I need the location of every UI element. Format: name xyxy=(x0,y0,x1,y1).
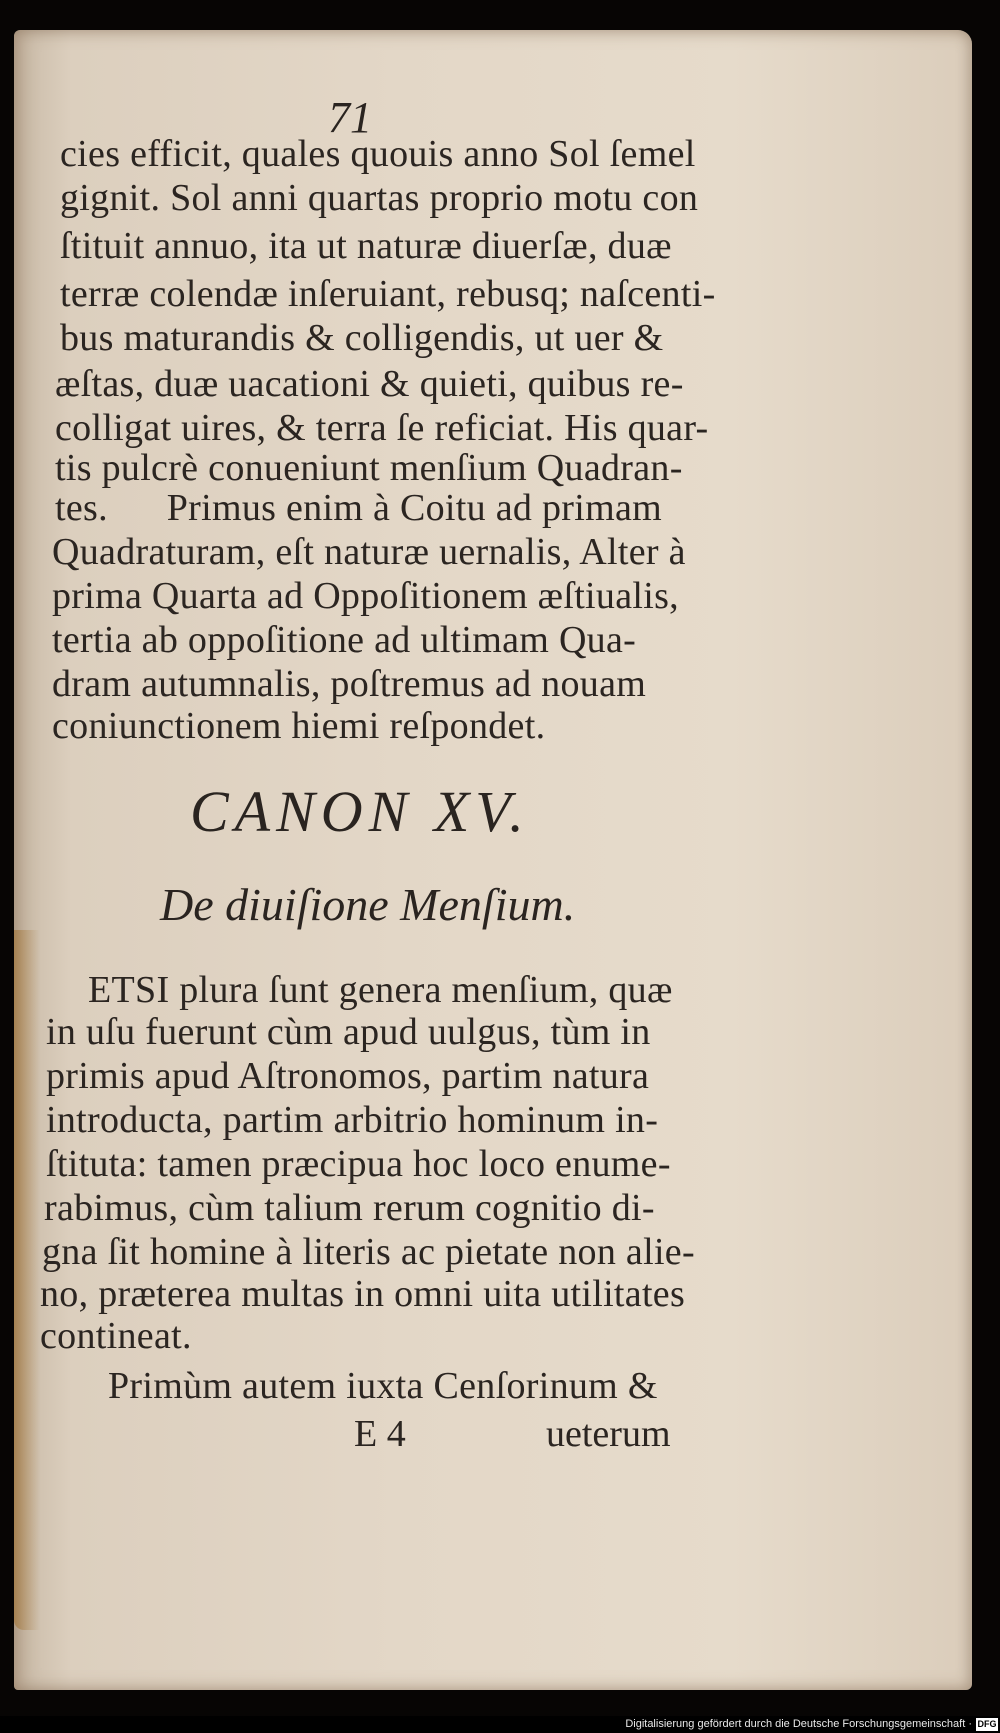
page-edge-stain xyxy=(14,930,40,1630)
text-line: ETSI plura ſunt genera menſium, quæ xyxy=(88,969,673,1011)
text-line: coniunctionem hiemi reſpondet. xyxy=(52,705,546,747)
footer-bar xyxy=(0,1716,1000,1733)
text-line: Primùm autem iuxta Cenſorinum & xyxy=(108,1365,658,1407)
text-line: tertia ab oppoſitione ad ultimam Qua- xyxy=(52,619,637,661)
signature-mark: E 4 xyxy=(354,1413,406,1455)
text-line: no, præterea multas in omni uita utilitates xyxy=(40,1273,686,1315)
text-line: Quadraturam, eſt naturæ uernalis, Alter à xyxy=(52,531,686,573)
text-line: gignit. Sol anni quartas proprio motu con xyxy=(60,177,699,219)
text-line: colligat uires, & terra ſe reficiat. His quar- xyxy=(55,407,709,449)
text-line: æſtas, duæ uacationi & quieti, quibus re- xyxy=(55,363,684,405)
text-line: dram autumnalis, poſtremus ad nouam xyxy=(52,663,647,705)
text-line: ſtituit annuo, ita ut naturæ diuerſæ, duæ xyxy=(60,225,672,267)
dfg-logo-icon: DFG xyxy=(977,1719,997,1729)
text-line: in uſu fuerunt cùm apud uulgus, tùm in xyxy=(46,1011,651,1053)
text-line: gna ſit homine à literis ac pietate non alie- xyxy=(42,1231,695,1273)
footer-credit: Digitalisierung gefördert durch die Deutsche Forschungsgemeinschaft · xyxy=(625,1718,972,1730)
text-line: introducta, partim arbitrio hominum in- xyxy=(46,1099,659,1141)
text-line: prima Quarta ad Oppoſitionem æſtiualis, xyxy=(52,575,679,617)
catchword: ueterum xyxy=(546,1413,671,1455)
text-line: ſtituta: tamen præcipua hoc loco enume- xyxy=(46,1143,671,1185)
text-line: primis apud Aſtronomos, partim natura xyxy=(46,1055,650,1097)
section-subheading: De diuiſione Menſium. xyxy=(160,879,576,930)
text-line: terræ colendæ inſeruiant, rebusq; naſcenti- xyxy=(60,273,716,315)
section-heading: CANON XV. xyxy=(190,779,530,844)
text-line: bus maturandis & colligendis, ut uer & xyxy=(60,317,664,359)
text-line: tes. Primus enim à Coitu ad primam xyxy=(55,487,662,529)
text-line: cies efficit, quales quouis anno Sol ſemel xyxy=(60,133,696,175)
text-line: contineat. xyxy=(40,1315,192,1357)
text-line: tis pulcrè conueniunt menſium Quadran- xyxy=(55,447,683,489)
page-number: 71 xyxy=(328,93,372,142)
text-line: rabimus, cùm talium rerum cognitio di- xyxy=(44,1187,655,1229)
